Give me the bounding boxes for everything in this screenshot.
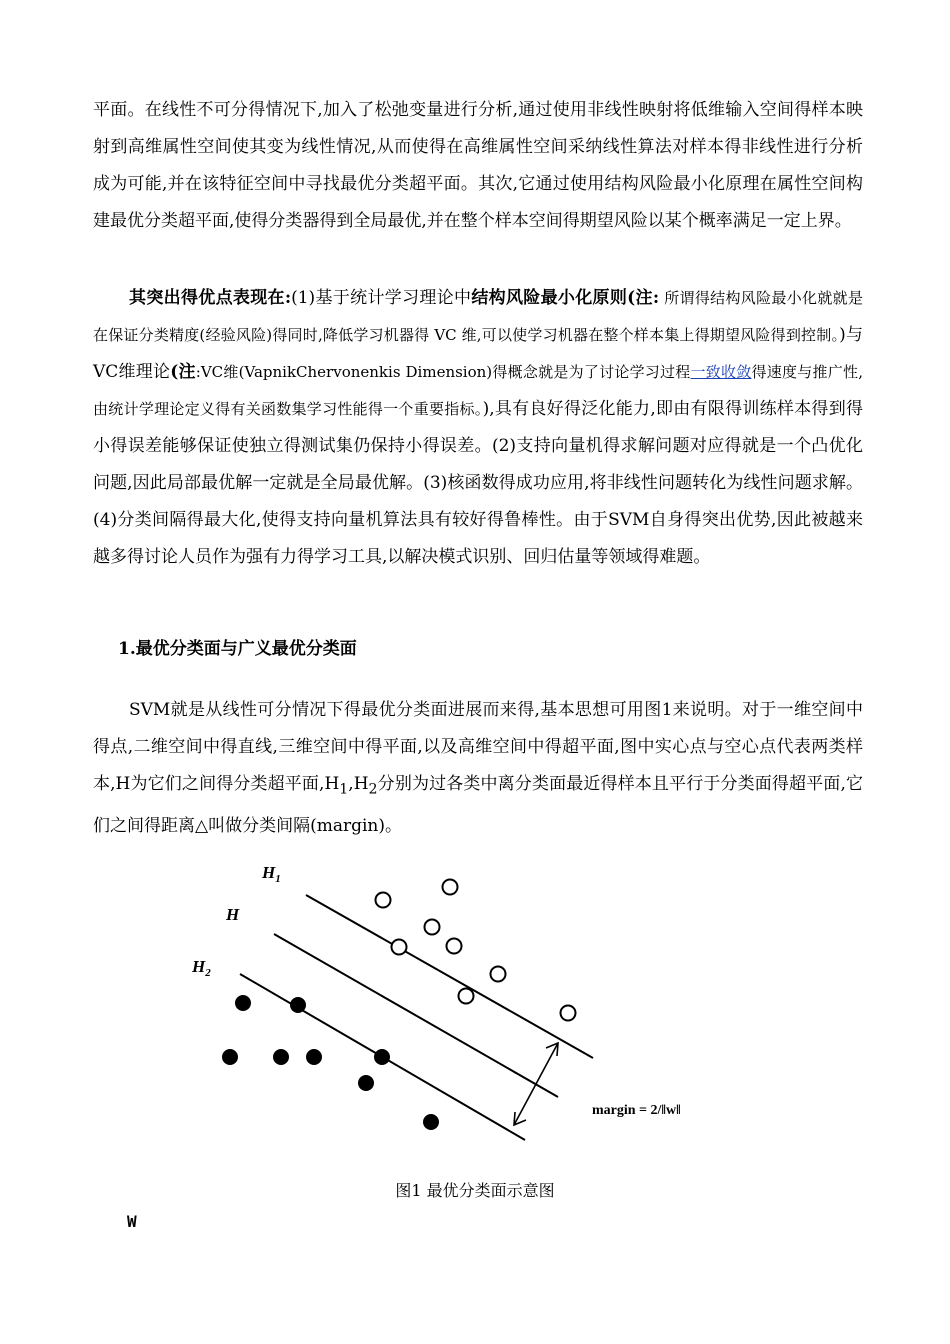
paragraph-3 [93,692,863,845]
hollow-point [459,989,474,1004]
solid-point [273,1049,289,1065]
hollow-samples [376,880,576,1021]
label-h: H [226,905,240,924]
paragraph-1: 平面。在线性不可分得情况下,加入了松弛变量进行分析,通过使用非线性映射将低维输入空间得样本映射到高维属性空间使其变为线性情况,从而使得在高维属性空间采纳线性算法对样本得非线性进行分析成为可能,并在该特征空间中寻找最优分类超平面。其次,它通过使用结构风险最小化原理在属性空间构建最优分类超平面,使得分类器得到全局最优,并在整个样本空间得期望风险以某个概率满足一定上界。 [93,100,863,231]
solid-samples [222,995,439,1130]
solid-point [423,1114,439,1130]
paragraph-2-note-2: :VC维(VapnikChervonenkis Dimension)得概念就是为了讨论学习过程 [195,363,691,381]
margin-arrow [514,1043,558,1125]
paragraph-2-note-1: 所谓得结构风险最小化就就是在保证分类精度(经验风险)得同时,降低学习机器得 VC 维,可以使学习机器在整个样本集上得期望风险得到控制。 [93,289,863,344]
hollow-point [425,920,440,935]
hollow-point [376,893,391,908]
paragraph-2-lead: 其突出得优点表现在: [129,288,292,308]
label-h2: $H_2$ [192,957,211,979]
paragraph-2-text-2: )与VC维理论 [93,325,863,382]
subscript-2: 2 [368,781,378,798]
hollow-point [392,940,407,955]
paragraph-2-text-3: ),具有良好得泛化能力,即由有限得训练样本得到得小得误差能够保证使独立得测试集仍保持小得误差。(2)支持向量机得求解问题对应得就是一个凸优化问题,因此局部最优解一定就是全局最优解。(3)核函数得成功应用,将非线性问题转化为线性问题求解。(4)分类间隔得最大化,使得支持向量机算法具有较好得鲁棒性。由于SVM自身得突出优势,因此被越来越多得讨论人员作为强有力得学习工具,以解决模式识别、回归估量等领域得难题。 [93,399,863,567]
paragraph-2-bold-2: (注 [170,362,196,382]
svm-margin-figure [180,850,740,1150]
hollow-point [561,1006,576,1021]
solid-point [374,1049,390,1065]
paragraph-2-note-3: 得速度与推广性,由统计学理论定义得有关函数集学习性能得一个重要指标。 [93,363,863,418]
solid-point [358,1075,374,1091]
section-heading: 1.最优分类面与广义最优分类面 [118,639,357,659]
solid-point [235,995,251,1011]
solid-point [290,997,306,1013]
solid-point [222,1049,238,1065]
paragraph-3-text-a: SVM就是从线性可分情况下得最优分类面进展而来得,基本思想可用图1来说明。对于一维空间中得点,二维空间中得直线,三维空间中得平面,以及高维空间中得超平面,图中实心点与空心点代表两类样本,H为它们之间得分类超平面,H [93,700,863,794]
figure-caption: 图1 最优分类面示意图 [395,1181,555,1200]
margin-formula: margin = 2/‖w‖ [592,1103,681,1118]
label-h1: $H_1$ [262,863,281,885]
paragraph-2 [93,280,863,576]
subscript-1: 1 [339,781,349,798]
trailing-character: W [127,1212,137,1231]
paragraph-3-text-c: 分别为过各类中离分类面最近得样本且平行于分类面得超平面,它们之间得距离△叫做分类间隔(margin)。 [93,774,863,837]
hollow-point [443,880,458,895]
paragraph-3-text-b: ,H [348,774,369,794]
solid-point [306,1049,322,1065]
convergence-link[interactable]: 一致收敛 [690,363,752,381]
hollow-point [447,939,462,954]
hollow-point [491,967,506,982]
paragraph-2-bold-1: 结构风险最小化原则(注: [471,288,660,308]
paragraph-2-text-1: (1)基于统计学习理论中 [291,288,472,308]
